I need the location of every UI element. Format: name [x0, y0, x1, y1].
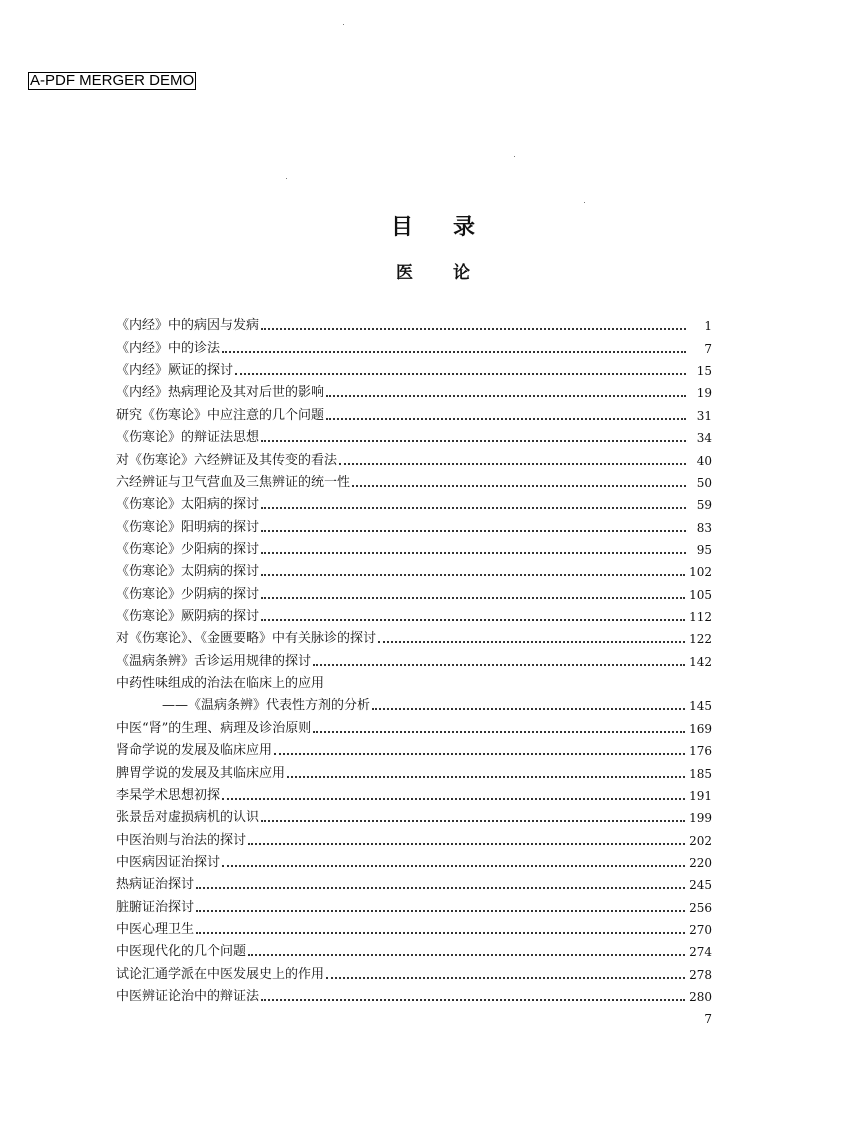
toc-entry-page: 31 — [696, 408, 712, 423]
toc-entry — [116, 962, 712, 984]
dot-leader — [261, 597, 685, 599]
toc-entry-page: 245 — [689, 878, 712, 893]
toc-entry — [116, 314, 712, 336]
toc-entry-page: 256 — [689, 900, 712, 915]
toc-entry — [116, 403, 712, 425]
toc-entry-title: 中医辨证论治中的辩证法 — [116, 989, 260, 1005]
toc-entry-page: 59 — [696, 498, 712, 513]
toc-entry-title: 对《伤寒论》、《金匮要略》中有关脉诊的探讨 — [116, 631, 377, 647]
toc-entry — [116, 806, 712, 828]
toc-entry — [116, 828, 712, 850]
toc-entry-page: 142 — [689, 654, 712, 669]
toc-entry — [116, 471, 712, 493]
toc-entry-page: 169 — [689, 721, 712, 736]
toc-entry-title: 六经辨证与卫气营血及三焦辨证的统一性 — [116, 474, 351, 490]
page-title: 目录 — [390, 214, 515, 240]
toc-entry-title: 对《伤寒论》六经辨证及其传变的看法 — [116, 452, 338, 468]
toc-entry — [116, 918, 712, 940]
toc-entry — [116, 359, 712, 381]
section-heading: 医论 — [396, 263, 510, 283]
dot-leader — [372, 708, 685, 710]
toc-entry-title: 中医病因证治探讨 — [116, 854, 221, 870]
toc-entry — [116, 627, 712, 649]
toc-entry — [116, 784, 712, 806]
scan-speck — [584, 202, 585, 203]
dot-leader — [261, 552, 686, 554]
toc-entry-page: 40 — [696, 453, 712, 468]
toc-entry-page: 199 — [689, 811, 712, 826]
dot-leader — [326, 395, 686, 397]
dot-leader — [313, 731, 685, 733]
toc-entry-title: 试论汇通学派在中医发展史上的作用 — [116, 966, 325, 982]
toc-entry — [116, 515, 712, 537]
dot-leader — [261, 328, 686, 330]
dot-leader — [313, 664, 685, 666]
dot-leader — [261, 507, 686, 509]
dot-leader — [261, 820, 685, 822]
toc-entry-title: 《内经》厥证的探讨 — [116, 363, 234, 379]
toc-entry-title: 脏腑证治探讨 — [116, 899, 195, 915]
toc-entry-page: 112 — [689, 610, 712, 625]
toc-entry — [116, 649, 712, 671]
dot-leader — [261, 574, 685, 576]
dot-leader — [196, 932, 685, 934]
dot-leader — [326, 977, 685, 979]
toc-entry-page: 185 — [689, 766, 712, 781]
scan-speck — [514, 156, 515, 157]
toc-entry-page: 220 — [689, 855, 712, 870]
toc-entry-title: 中医现代化的几个问题 — [116, 944, 247, 960]
dot-leader — [196, 887, 685, 889]
toc-entry-title: 《伤寒论》太阳病的探讨 — [116, 497, 260, 513]
toc-entry — [116, 761, 712, 783]
toc-entry — [116, 538, 712, 560]
toc-entry — [116, 716, 712, 738]
dot-leader — [287, 776, 685, 778]
toc-entry-page: 34 — [696, 431, 712, 446]
toc-entry-title: 热病证治探讨 — [116, 877, 195, 893]
dot-leader — [261, 999, 685, 1001]
toc-entry — [116, 694, 712, 716]
toc-entry-title: 《伤寒论》太阴病的探讨 — [116, 564, 260, 580]
toc-entry — [116, 940, 712, 962]
toc-entry-title: 《伤寒论》阳明病的探讨 — [116, 519, 260, 535]
toc-entry-page: 280 — [689, 990, 712, 1005]
toc-entry-title: 《内经》中的病因与发病 — [116, 318, 260, 334]
toc-entry — [116, 582, 712, 604]
scan-speck — [286, 178, 287, 179]
toc-entry-title: 脾胃学说的发展及其临床应用 — [116, 765, 286, 781]
toc-entry — [116, 851, 712, 873]
toc-entry-page: 83 — [696, 520, 712, 535]
toc-entry-page: 122 — [689, 632, 712, 647]
dot-leader — [222, 351, 686, 353]
toc-entry — [116, 493, 712, 515]
toc-entry-title: 中医心理卫生 — [116, 922, 195, 938]
toc-entry-title: 《内经》中的诊法 — [116, 340, 221, 356]
dot-leader — [326, 418, 686, 420]
toc-entry-title: 《内经》热病理论及其对后世的影响 — [116, 385, 325, 401]
toc-entry-title: 李杲学术思想初探 — [116, 787, 221, 803]
toc-entry-title: 中药性味组成的治法在临床上的应用 — [116, 676, 325, 692]
toc-entry — [116, 895, 712, 917]
toc-entry-page: 50 — [696, 475, 712, 490]
toc-entry-page: 191 — [689, 788, 712, 803]
toc-entry-page: 145 — [689, 699, 712, 714]
dot-leader — [274, 753, 685, 755]
toc-entry-title: 《温病条辨》舌诊运用规律的探讨 — [116, 653, 312, 669]
page-number: 7 — [704, 1012, 712, 1026]
dot-leader — [222, 798, 685, 800]
table-of-contents — [116, 314, 712, 1007]
toc-entry-page: 176 — [689, 744, 712, 759]
toc-entry — [116, 336, 712, 358]
toc-entry-title: 《伤寒论》的辩证法思想 — [116, 430, 260, 446]
toc-entry-page: 15 — [696, 364, 712, 379]
toc-entry — [116, 448, 712, 470]
dot-leader — [339, 463, 686, 465]
toc-entry — [116, 605, 712, 627]
dot-leader — [222, 865, 685, 867]
demo-watermark-banner: A-PDF MERGER DEMO — [30, 72, 195, 89]
toc-entry-title: 中医治则与治法的探讨 — [116, 832, 247, 848]
toc-entry-page: 270 — [689, 923, 712, 938]
toc-entry-page: 274 — [689, 945, 712, 960]
dot-leader — [196, 910, 685, 912]
toc-entry-page: 102 — [689, 565, 712, 580]
toc-entry — [116, 873, 712, 895]
toc-entry-page: 105 — [689, 587, 712, 602]
toc-entry-page: 7 — [704, 341, 712, 356]
toc-entry — [116, 985, 712, 1007]
scan-speck — [343, 24, 344, 25]
toc-entry-title: 张景岳对虚损病机的认识 — [116, 810, 260, 826]
dot-leader — [248, 843, 685, 845]
dot-leader — [235, 373, 686, 375]
toc-entry — [116, 560, 712, 582]
toc-entry — [116, 672, 712, 694]
dot-leader — [261, 530, 686, 532]
toc-entry-title: 《伤寒论》厥阴病的探讨 — [116, 609, 260, 625]
toc-entry — [116, 381, 712, 403]
toc-entry-title: 肾命学说的发展及临床应用 — [116, 743, 273, 759]
toc-entry — [116, 426, 712, 448]
toc-entry — [116, 739, 712, 761]
toc-entry-title: 《伤寒论》少阴病的探讨 — [116, 586, 260, 602]
dot-leader — [261, 440, 686, 442]
toc-entry-page: 19 — [696, 386, 712, 401]
toc-entry-title: 中医“肾”的生理、病理及诊治原则 — [116, 720, 312, 736]
dot-leader — [261, 619, 685, 621]
toc-entry-page: 278 — [689, 967, 712, 982]
toc-entry-title: 《伤寒论》少阳病的探讨 — [116, 541, 260, 557]
dot-leader — [248, 954, 685, 956]
toc-entry-title: 研究《伤寒论》中应注意的几个问题 — [116, 407, 325, 423]
toc-entry-page: 95 — [696, 542, 712, 557]
toc-entry-title: ——《温病条辨》代表性方剂的分析 — [162, 698, 371, 714]
dot-leader — [378, 641, 685, 643]
toc-entry-page: 1 — [704, 319, 712, 334]
dot-leader — [352, 485, 686, 487]
toc-entry-page: 202 — [689, 833, 712, 848]
